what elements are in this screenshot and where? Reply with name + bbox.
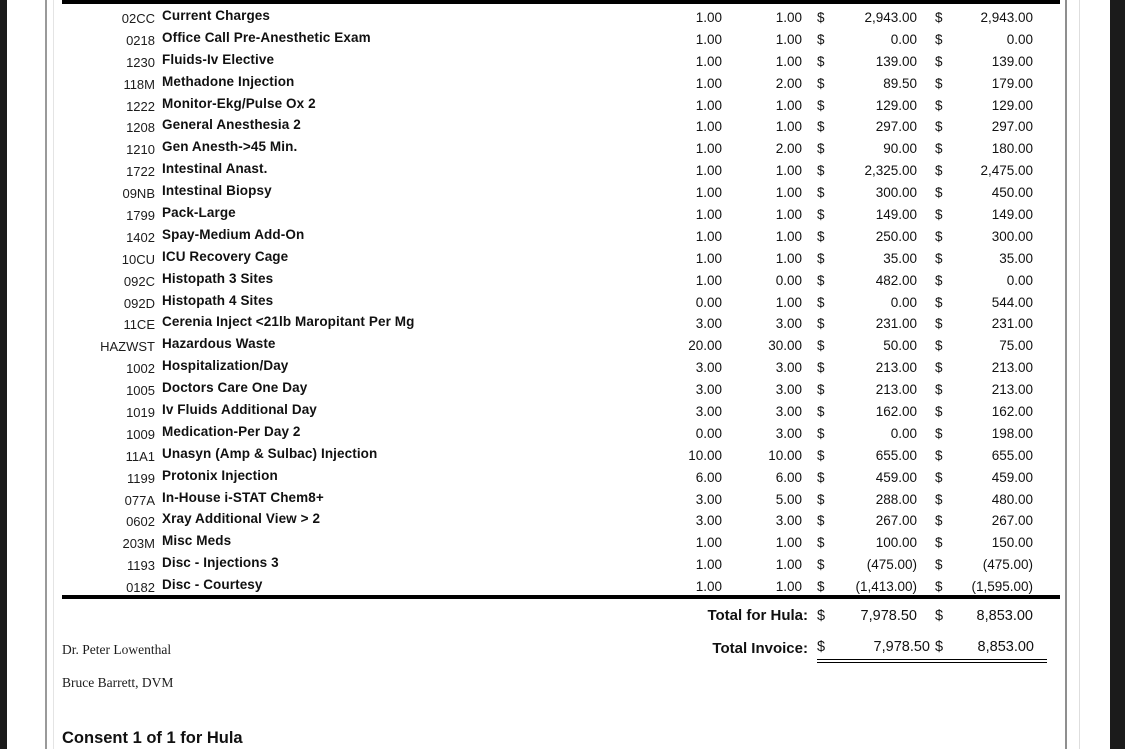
invoice-line-row [62,530,1033,552]
item-qty-2: 1.00 [775,294,802,310]
item-description: Hospitalization/Day [162,358,289,374]
item-code: 10CU [121,251,155,267]
currency-symbol: $ [817,119,825,135]
item-code: 1722 [126,164,155,180]
currency-symbol: $ [935,272,943,288]
invoice-line-row [62,355,1033,377]
currency-symbol: $ [935,316,943,332]
item-qty-2: 1.00 [775,163,802,179]
item-amount-2: 180.00 [991,141,1033,157]
currency-symbol: $ [935,382,943,398]
table-top-rule [62,0,1060,4]
item-qty-2: 10.00 [768,447,802,463]
item-qty-2: 3.00 [775,382,802,398]
item-qty-2: 3.00 [775,316,802,332]
item-amount-2: 129.00 [991,97,1033,113]
item-qty-1: 3.00 [695,403,722,419]
item-description: Unasyn (Amp & Sulbac) Injection [162,445,378,461]
item-amount-1: 89.50 [883,75,917,91]
item-qty-1: 1.00 [695,228,722,244]
item-description: Histopath 3 Sites [162,270,274,286]
item-description: Xray Additional View > 2 [162,511,321,527]
item-description: Histopath 4 Sites [162,292,274,308]
doctor-name: Dr. Peter Lowenthal [62,642,172,657]
item-description: Intestinal Biopsy [162,183,272,199]
invoice-line-row [62,93,1033,115]
item-description: ICU Recovery Cage [162,248,289,264]
item-amount-1: 90.00 [883,141,917,157]
item-qty-1: 1.00 [695,272,722,288]
currency-symbol: $ [817,608,826,624]
currency-symbol: $ [817,382,825,398]
item-qty-1: 1.00 [695,185,722,201]
currency-symbol: $ [935,119,943,135]
item-description: Cerenia Inject <21lb Maropitant Per Mg [162,314,415,330]
item-code: 1402 [126,229,155,245]
item-description: Gen Anesth->45 Min. [162,139,298,155]
invoice-line-row [62,49,1033,71]
item-qty-2: 1.00 [775,53,802,69]
currency-symbol: $ [935,360,943,376]
total-for-patient-amount-2 [935,606,1033,626]
item-amount-1: 459.00 [875,469,917,485]
currency-symbol: $ [817,272,825,288]
amount-value: 8,853.00 [977,639,1034,655]
currency-symbol: $ [935,425,943,441]
item-qty-2: 3.00 [775,425,802,441]
invoice-line-row [62,158,1033,180]
total-invoice-amount-1 [817,637,944,663]
currency-symbol: $ [817,535,825,551]
invoice-line-row [62,290,1033,312]
item-code: 1193 [127,558,155,574]
item-qty-1: 1.00 [695,119,722,135]
invoice-line-row [62,443,1033,465]
item-qty-1: 3.00 [695,513,722,529]
invoice-line-row [62,202,1033,224]
item-qty-2: 1.00 [775,250,802,266]
item-code: 077A [124,492,155,508]
item-code: 1210 [126,142,155,158]
item-amount-2: 655.00 [991,447,1033,463]
item-amount-2: 544.00 [991,294,1033,310]
item-code: HAZWST [100,339,155,355]
item-amount-2: 2,943.00 [980,9,1033,25]
item-amount-1: 213.00 [875,382,917,398]
item-amount-1: 50.00 [883,338,917,354]
page-left-edge-line [45,0,47,749]
item-description: Spay-Medium Add-On [162,226,305,242]
currency-symbol: $ [817,141,825,157]
item-amount-2: 300.00 [991,228,1033,244]
currency-symbol: $ [817,206,825,222]
item-amount-1: 0.00 [890,425,917,441]
item-code: 11CE [123,317,155,333]
item-amount-2: 2,475.00 [980,163,1033,179]
currency-symbol: $ [935,557,943,573]
veterinarian-name: Bruce Barrett, DVM [62,675,174,690]
item-amount-1: 162.00 [875,403,917,419]
currency-symbol: $ [935,163,943,179]
item-qty-2: 1.00 [775,31,802,47]
currency-symbol: $ [935,535,943,551]
currency-symbol: $ [935,53,943,69]
item-qty-1: 0.00 [695,294,722,310]
currency-symbol: $ [817,316,825,332]
invoice-line-row [62,421,1033,443]
page-right-edge-line [1065,0,1067,749]
currency-symbol: $ [817,228,825,244]
amount-value: 8,853.00 [976,608,1033,624]
invoice-line-row [62,487,1033,509]
currency-symbol: $ [817,250,825,266]
item-amount-1: 0.00 [890,294,917,310]
currency-symbol: $ [935,9,943,25]
item-amount-1: 267.00 [875,513,917,529]
item-amount-2: 213.00 [991,360,1033,376]
item-qty-2: 1.00 [775,97,802,113]
item-qty-2: 1.00 [775,119,802,135]
currency-symbol: $ [817,639,826,655]
item-code: 092C [123,273,155,289]
total-invoice-label: Total Invoice: [712,640,808,657]
item-amount-2: 0.00 [1006,31,1033,47]
item-amount-2: 267.00 [991,513,1033,529]
item-amount-1: 297.00 [875,119,917,135]
item-description: Disc - Injections 3 [162,555,279,571]
item-qty-2: 1.00 [775,535,802,551]
item-amount-2: 480.00 [991,491,1033,507]
currency-symbol: $ [935,579,943,595]
page-right-inner-line [1079,0,1080,749]
total-for-patient-amount-1 [817,606,917,626]
item-amount-1: 250.00 [875,228,917,244]
item-qty-1: 3.00 [695,360,722,376]
item-amount-1: 2,943.00 [864,9,917,25]
invoice-line-row [62,27,1033,49]
currency-symbol: $ [935,31,943,47]
item-qty-1: 1.00 [695,206,722,222]
currency-symbol: $ [817,403,825,419]
currency-symbol: $ [817,53,825,69]
item-description: Misc Meds [162,533,232,549]
item-qty-2: 1.00 [775,185,802,201]
invoice-line-row [62,114,1033,136]
total-for-patient-label: Total for Hula: [707,607,808,624]
invoice-line-row [62,508,1033,530]
item-description: Disc - Courtesy [162,577,263,593]
item-code: 1002 [126,361,155,377]
item-amount-1: (475.00) [866,557,917,573]
item-amount-1: 213.00 [875,360,917,376]
currency-symbol: $ [817,513,825,529]
item-amount-1: 35.00 [883,250,917,266]
item-qty-2: 0.00 [775,272,802,288]
item-amount-2: 0.00 [1006,272,1033,288]
invoice-line-row [62,399,1033,421]
invoice-line-row [62,311,1033,333]
item-qty-2: 6.00 [775,469,802,485]
item-amount-1: 149.00 [875,206,917,222]
invoice-line-row [62,5,1033,27]
currency-symbol: $ [935,206,943,222]
item-amount-1: 2,325.00 [864,163,917,179]
item-code: 1799 [126,207,155,223]
currency-symbol: $ [817,75,825,91]
item-description: Current Charges [162,7,271,23]
invoice-line-row [62,136,1033,158]
item-qty-1: 1.00 [695,31,722,47]
item-qty-1: 1.00 [695,557,722,573]
currency-symbol: $ [935,513,943,529]
item-amount-1: 231.00 [875,316,917,332]
item-amount-2: 179.00 [991,75,1033,91]
item-qty-1: 1.00 [695,163,722,179]
item-amount-1: 0.00 [890,31,917,47]
item-amount-1: 482.00 [875,272,917,288]
currency-symbol: $ [817,447,825,463]
item-description: Methadone Injection [162,73,295,89]
currency-symbol: $ [935,338,943,354]
item-qty-1: 1.00 [695,53,722,69]
item-amount-2: 75.00 [999,338,1033,354]
item-code: 118M [123,76,155,92]
item-description: Protonix Injection [162,467,278,483]
item-description: Office Call Pre-Anesthetic Exam [162,29,371,45]
invoice-line-row [62,552,1033,574]
item-amount-2: 162.00 [991,403,1033,419]
item-code: 1199 [127,470,155,486]
item-qty-2: 2.00 [775,75,802,91]
item-description: Doctors Care One Day [162,380,308,396]
currency-symbol: $ [817,491,825,507]
item-amount-2: 35.00 [999,250,1033,266]
item-qty-2: 1.00 [775,579,802,595]
item-amount-2: 139.00 [991,53,1033,69]
item-amount-2: 149.00 [991,206,1033,222]
item-qty-1: 3.00 [695,382,722,398]
item-code: 0218 [126,32,155,48]
item-code: 0182 [126,580,155,596]
item-amount-1: 300.00 [875,185,917,201]
currency-symbol: $ [935,97,943,113]
currency-symbol: $ [817,31,825,47]
table-bottom-rule [62,595,1060,599]
item-qty-1: 1.00 [695,250,722,266]
item-amount-1: 288.00 [875,491,917,507]
item-qty-2: 30.00 [768,338,802,354]
item-amount-2: 198.00 [991,425,1033,441]
currency-symbol: $ [817,294,825,310]
item-code: 09NB [122,186,155,202]
invoice-line-row [62,268,1033,290]
invoice-line-row [62,180,1033,202]
item-amount-2: 297.00 [991,119,1033,135]
item-description: General Anesthesia 2 [162,117,301,133]
currency-symbol: $ [935,141,943,157]
item-code: 11A1 [125,448,155,464]
item-amount-2: (1,595.00) [971,579,1033,595]
item-qty-1: 1.00 [695,9,722,25]
item-qty-2: 1.00 [775,9,802,25]
item-qty-1: 10.00 [688,447,722,463]
currency-symbol: $ [817,163,825,179]
item-amount-1: 655.00 [875,447,917,463]
item-amount-2: 459.00 [991,469,1033,485]
item-qty-2: 1.00 [775,206,802,222]
currency-symbol: $ [817,338,825,354]
consent-heading: Consent 1 of 1 for Hula [62,729,243,747]
item-description: Iv Fluids Additional Day [162,401,317,417]
currency-symbol: $ [935,75,943,91]
item-qty-1: 1.00 [695,141,722,157]
currency-symbol: $ [817,469,825,485]
currency-symbol: $ [817,557,825,573]
item-amount-2: 213.00 [991,382,1033,398]
total-invoice-amount-2 [935,637,1047,663]
item-qty-2: 1.00 [775,228,802,244]
item-code: 1009 [126,426,155,442]
item-description: Medication-Per Day 2 [162,423,301,439]
currency-symbol: $ [817,97,825,113]
item-qty-1: 0.00 [695,425,722,441]
item-code: 203M [122,536,155,552]
currency-symbol: $ [935,469,943,485]
item-amount-2: 150.00 [991,535,1033,551]
item-qty-2: 5.00 [775,491,802,507]
item-code: 1005 [126,383,155,399]
item-amount-1: 129.00 [875,97,917,113]
item-qty-1: 3.00 [695,316,722,332]
currency-symbol: $ [935,491,943,507]
amount-value: 7,978.50 [860,608,917,624]
item-amount-1: 139.00 [875,53,917,69]
item-description: Monitor-Ekg/Pulse Ox 2 [162,95,316,111]
item-code: 092D [123,295,155,311]
currency-symbol: $ [935,403,943,419]
item-description: Intestinal Anast. [162,161,268,177]
amount-value: 7,978.50 [873,639,930,655]
invoice-line-row [62,377,1033,399]
item-code: 1222 [126,98,155,114]
item-code: 1019 [126,404,155,420]
invoice-line-row [62,465,1033,487]
currency-symbol: $ [817,9,825,25]
invoice-line-row [62,333,1033,355]
item-amount-2: 450.00 [991,185,1033,201]
item-qty-2: 3.00 [775,513,802,529]
viewport-right-black-strip [1110,0,1125,749]
item-code: 1208 [126,120,155,136]
currency-symbol: $ [935,228,943,244]
item-qty-1: 6.00 [695,469,722,485]
currency-symbol: $ [935,447,943,463]
item-description: Pack-Large [162,204,236,220]
item-qty-2: 3.00 [775,360,802,376]
item-qty-1: 1.00 [695,579,722,595]
item-amount-1: (1,413.00) [855,579,917,595]
item-qty-2: 2.00 [775,141,802,157]
item-amount-1: 100.00 [875,535,917,551]
currency-symbol: $ [935,250,943,266]
item-description: Fluids-Iv Elective [162,51,275,67]
invoice-line-row [62,574,1033,596]
currency-symbol: $ [817,360,825,376]
currency-symbol: $ [935,639,944,655]
currency-symbol: $ [935,608,944,624]
item-code: 02CC [121,10,155,26]
currency-symbol: $ [817,579,825,595]
item-code: 0602 [126,514,155,530]
invoice-line-items [62,5,1033,596]
currency-symbol: $ [935,185,943,201]
item-amount-2: (475.00) [982,557,1033,573]
item-qty-1: 1.00 [695,97,722,113]
currency-symbol: $ [935,294,943,310]
item-qty-1: 20.00 [688,338,722,354]
invoice-line-row [62,224,1033,246]
page-left-inner-line [53,0,54,749]
item-amount-2: 231.00 [991,316,1033,332]
invoice-line-row [62,71,1033,93]
item-code: 1230 [126,54,155,70]
item-description: Hazardous Waste [162,336,276,352]
viewport-left-black-strip [0,0,7,749]
item-qty-1: 3.00 [695,491,722,507]
item-qty-2: 1.00 [775,557,802,573]
currency-symbol: $ [817,425,825,441]
currency-symbol: $ [817,185,825,201]
item-qty-1: 1.00 [695,75,722,91]
invoice-line-row [62,246,1033,268]
item-description: In-House i-STAT Chem8+ [162,489,324,505]
item-qty-2: 3.00 [775,403,802,419]
item-qty-1: 1.00 [695,535,722,551]
